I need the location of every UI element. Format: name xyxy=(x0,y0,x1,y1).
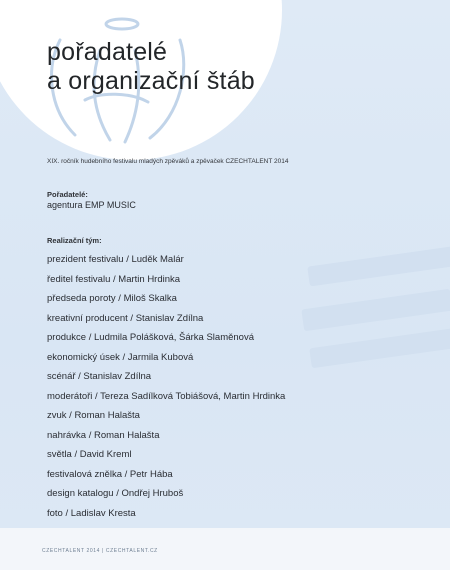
festival-poster-watermark-icon xyxy=(290,240,450,410)
team-member-item: scénář / Stanislav Zdílna xyxy=(47,371,152,382)
page-title-line-1: pořadatelé xyxy=(47,38,168,66)
team-list xyxy=(47,250,285,523)
team-member-item: produkce / Ludmila Polášková, Šárka Slaměnová xyxy=(47,332,255,343)
team-member-item: ředitel festivalu / Martin Hrdinka xyxy=(47,273,181,285)
team-member-item: foto / Ladislav Kresta xyxy=(47,507,136,519)
team-label: Realizační tým: xyxy=(47,236,102,245)
team-member-item: světla / David Kreml xyxy=(47,449,132,460)
team-member-item: kreativní producent / Stanislav Zdílna xyxy=(47,312,204,324)
organizer-label: Pořadatelé: xyxy=(47,190,88,199)
page-footer: CZECHTALENT 2014 | CZECHTALENT.CZ xyxy=(42,548,158,554)
team-member-item: festivalová znělka / Petr Hába xyxy=(47,468,173,480)
team-member-item: zvuk / Roman Halašta xyxy=(47,410,140,421)
page-title-line-2: a organizační štáb xyxy=(47,67,255,95)
festival-subtitle: XIX. ročník hudebního festivalu mladých zpěváků a zpěvaček CZECHTALENT 2014 xyxy=(47,158,289,165)
team-member-item: nahrávka / Roman Halašta xyxy=(47,429,160,441)
page-title xyxy=(47,38,255,96)
team-member-item: design katalogu / Ondřej Hruboš xyxy=(47,488,184,499)
team-member-item: moderátoři / Tereza Sadílková Tobiášová, Martin Hrdinka xyxy=(47,390,286,402)
team-member-item: předseda poroty / Miloš Skalka xyxy=(47,293,177,304)
team-member-item: prezident festivalu / Luděk Malár xyxy=(47,254,184,265)
team-member-item: ekonomický úsek / Jarmila Kubová xyxy=(47,351,194,363)
organizer-value: agentura EMP MUSIC xyxy=(47,200,136,210)
